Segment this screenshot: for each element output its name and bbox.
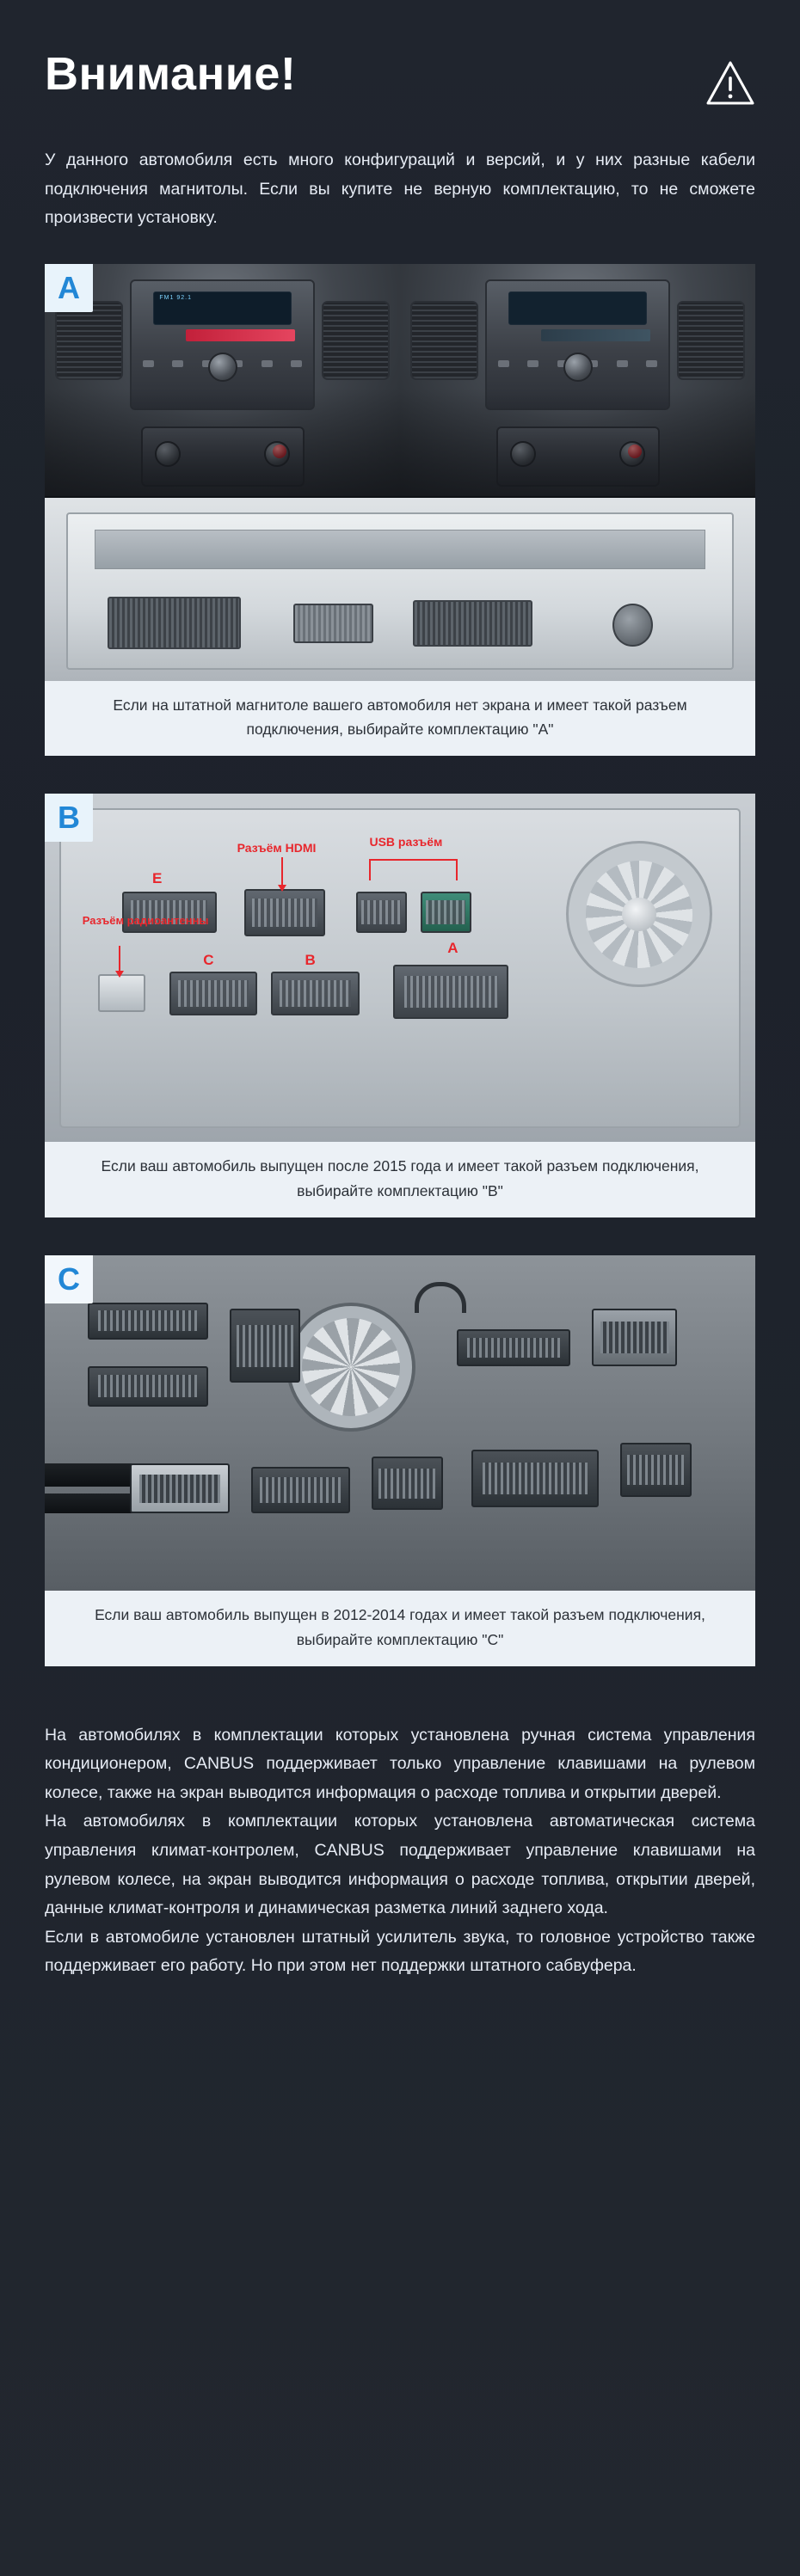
connector-7 bbox=[251, 1467, 351, 1514]
variant-b-images bbox=[45, 794, 755, 1142]
connector-usb-2 bbox=[421, 892, 471, 933]
radio-connector-secondary bbox=[293, 604, 373, 644]
cooling-fan-icon bbox=[566, 841, 712, 987]
variant-block-b bbox=[45, 794, 755, 1217]
air-vent-icon bbox=[677, 301, 744, 380]
variant-c-images bbox=[45, 1255, 755, 1591]
variant-b-caption: Если ваш автомобиль выпущен после 2015 года и имеет такой разъем подключения, выбирайте комплектацию "B" bbox=[45, 1142, 755, 1217]
head-unit-display bbox=[153, 291, 291, 324]
dashboard-photo-right bbox=[400, 264, 755, 496]
radio-connector-tertiary bbox=[413, 600, 532, 647]
climate-knob-left bbox=[510, 441, 536, 467]
connector-panel-c-photo bbox=[45, 1255, 755, 1591]
radio-slot bbox=[95, 530, 706, 570]
connector-e-label: E bbox=[152, 869, 163, 886]
connector-10 bbox=[620, 1443, 692, 1496]
head-unit-display-text: FM1 92.1 bbox=[159, 295, 192, 302]
radio-chassis bbox=[66, 512, 734, 670]
variant-a-badge: A bbox=[45, 264, 93, 312]
hdmi-label: Разъём HDMI bbox=[237, 841, 317, 856]
connector-panel-b-photo bbox=[45, 794, 755, 1142]
radio-antenna-socket bbox=[612, 604, 652, 647]
connector-c bbox=[169, 972, 258, 1016]
dashboard-photo-left bbox=[45, 264, 400, 496]
head-unit bbox=[485, 279, 670, 409]
radio-rear-photo bbox=[45, 496, 755, 681]
variant-c-badge: C bbox=[45, 1255, 93, 1303]
bottom-paragraph-2: На автомобилях в комплектации которых установлена автоматическая система управления климат-контролем, CANBUS поддерживает управление клавишами на рулевом колесе, на экран выводится информация о расходе топлива, открытии дверей, данные климат-контроля и динамическая разметка линий заднего хода. bbox=[45, 1812, 755, 1918]
connector-a bbox=[393, 965, 508, 1019]
climate-knob-right bbox=[619, 441, 645, 467]
antenna-arrow-icon bbox=[119, 946, 120, 971]
antenna-label: Разъём радиоантенны bbox=[82, 914, 209, 928]
usb-label: USB разъём bbox=[369, 835, 443, 849]
climate-knob-left bbox=[155, 441, 181, 467]
variant-a-images bbox=[45, 264, 755, 681]
connector-radio-antenna bbox=[98, 974, 145, 1012]
bottom-notes bbox=[45, 1721, 755, 1981]
variant-b-badge: B bbox=[45, 794, 93, 842]
head-unit-knob bbox=[208, 353, 237, 382]
connector-3 bbox=[230, 1309, 301, 1383]
connector-9 bbox=[471, 1450, 600, 1506]
connector-8 bbox=[372, 1457, 443, 1510]
air-vent-icon bbox=[55, 301, 122, 380]
cooling-fan-icon bbox=[286, 1303, 415, 1432]
bottom-paragraph-3: Если в автомобиле установлен штатный усилитель звука, то головное устройство также поддерживает его работу. Но при этом нет поддержки штатного сабвуфера. bbox=[45, 1927, 755, 1976]
connector-a-label: A bbox=[447, 939, 458, 956]
connector-5 bbox=[592, 1309, 677, 1365]
bottom-paragraph-1: На автомобилях в комплектации которых установлена ручная система управления кондиционером, CANBUS поддерживает только управление клавишами на рулевом колесе, также на экран выводится информация о расходе топлива и открытии дверей. bbox=[45, 1725, 755, 1802]
page-header bbox=[0, 0, 800, 108]
connector-6 bbox=[130, 1463, 230, 1514]
connector-2 bbox=[88, 1366, 208, 1407]
connector-usb-1 bbox=[356, 892, 407, 933]
intro-paragraph: У данного автомобиля есть много конфигураций и версий, и у них разные кабели подключения магнитолы. Если вы купите не верную комплектацию, то не сможете произвести установку. bbox=[45, 150, 755, 228]
connector-plate bbox=[59, 808, 742, 1129]
connector-4 bbox=[457, 1329, 570, 1366]
variant-block-c bbox=[45, 1255, 755, 1666]
variant-c-caption: Если ваш автомобиль выпущен в 2012-2014 годах и имеет такой разъем подключения, выбирайте комплектацию "C" bbox=[45, 1591, 755, 1666]
connector-c-label: C bbox=[203, 952, 214, 969]
air-vent-icon bbox=[410, 301, 477, 380]
climate-indicator bbox=[273, 445, 286, 458]
connector-b bbox=[271, 972, 360, 1016]
head-unit-accent bbox=[541, 329, 649, 340]
variant-block-a bbox=[45, 264, 755, 757]
radio-connector-main bbox=[108, 597, 240, 649]
connector-b-label: B bbox=[305, 952, 316, 969]
connector-1 bbox=[88, 1303, 208, 1340]
climate-panel bbox=[141, 426, 305, 487]
warning-triangle-icon bbox=[705, 58, 755, 108]
climate-panel bbox=[496, 426, 660, 487]
hdmi-arrow-icon bbox=[281, 857, 283, 886]
climate-knob-right bbox=[264, 441, 290, 467]
usb-bracket-icon bbox=[369, 859, 458, 881]
dashboard-photo-pair bbox=[45, 264, 755, 496]
climate-indicator bbox=[628, 445, 642, 458]
head-unit-display bbox=[508, 291, 646, 324]
variant-a-caption: Если на штатной магнитоле вашего автомобиля нет экрана и имеет такой разъем подключения, выбирайте комплектацию "A" bbox=[45, 681, 755, 757]
cable-clamp bbox=[415, 1282, 466, 1313]
head-unit bbox=[130, 279, 315, 409]
air-vent-icon bbox=[322, 301, 389, 380]
page-title: Внимание! bbox=[45, 48, 297, 100]
head-unit-accent bbox=[186, 329, 294, 340]
head-unit-knob bbox=[563, 353, 593, 382]
connector-hdmi bbox=[244, 889, 326, 936]
